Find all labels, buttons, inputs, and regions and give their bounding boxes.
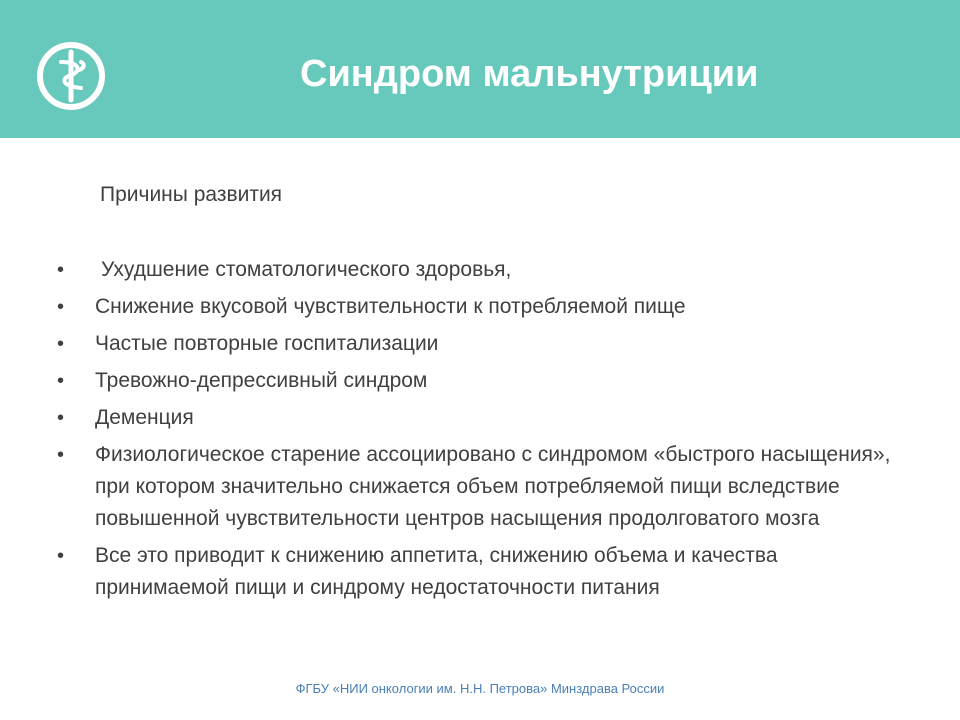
list-item [0, 439, 960, 535]
caduceus-circle-icon [35, 40, 107, 112]
list-item [0, 291, 960, 323]
list-item-text: Физиологическое старение ассоциировано с синдромом «быстрого насыщения», при котором значительно снижается объем потребляемой пищи вследствие повышенной чувствительности центров насыщения продолговатого мозга [95, 443, 891, 530]
list-item [0, 365, 960, 397]
bullet-list [0, 254, 960, 609]
section-subtitle: Причины развития [100, 183, 283, 206]
bullet-icon: • [57, 370, 65, 392]
bullet-icon: • [57, 259, 65, 281]
list-item [0, 328, 960, 360]
list-item [0, 254, 960, 286]
footer-text: ФГБУ «НИИ онкологии им. Н.Н. Петрова» Минздрава России [295, 681, 665, 696]
list-item [0, 540, 960, 604]
bullet-icon: • [57, 333, 65, 355]
bullet-icon: • [57, 444, 65, 466]
list-item-text: Снижение вкусовой чувствительности к потребляемой пище [95, 295, 686, 318]
page-title: Синдром мальнутриции [300, 53, 759, 95]
list-item-text: Ухудшение стоматологического здоровья, [101, 258, 512, 281]
list-item-text: Деменция [95, 406, 194, 429]
bullet-icon: • [57, 545, 65, 567]
bullet-icon: • [57, 407, 65, 429]
list-item-text: Частые повторные госпитализации [95, 332, 439, 355]
list-item-text: Тревожно-депрессивный синдром [95, 369, 428, 392]
list-item [0, 402, 960, 434]
header-bar [0, 0, 960, 138]
bullet-icon: • [57, 296, 65, 318]
list-item-text: Все это приводит к снижению аппетита, снижению объема и качества принимаемой пищи и синдрому недостаточности питания [95, 544, 778, 599]
